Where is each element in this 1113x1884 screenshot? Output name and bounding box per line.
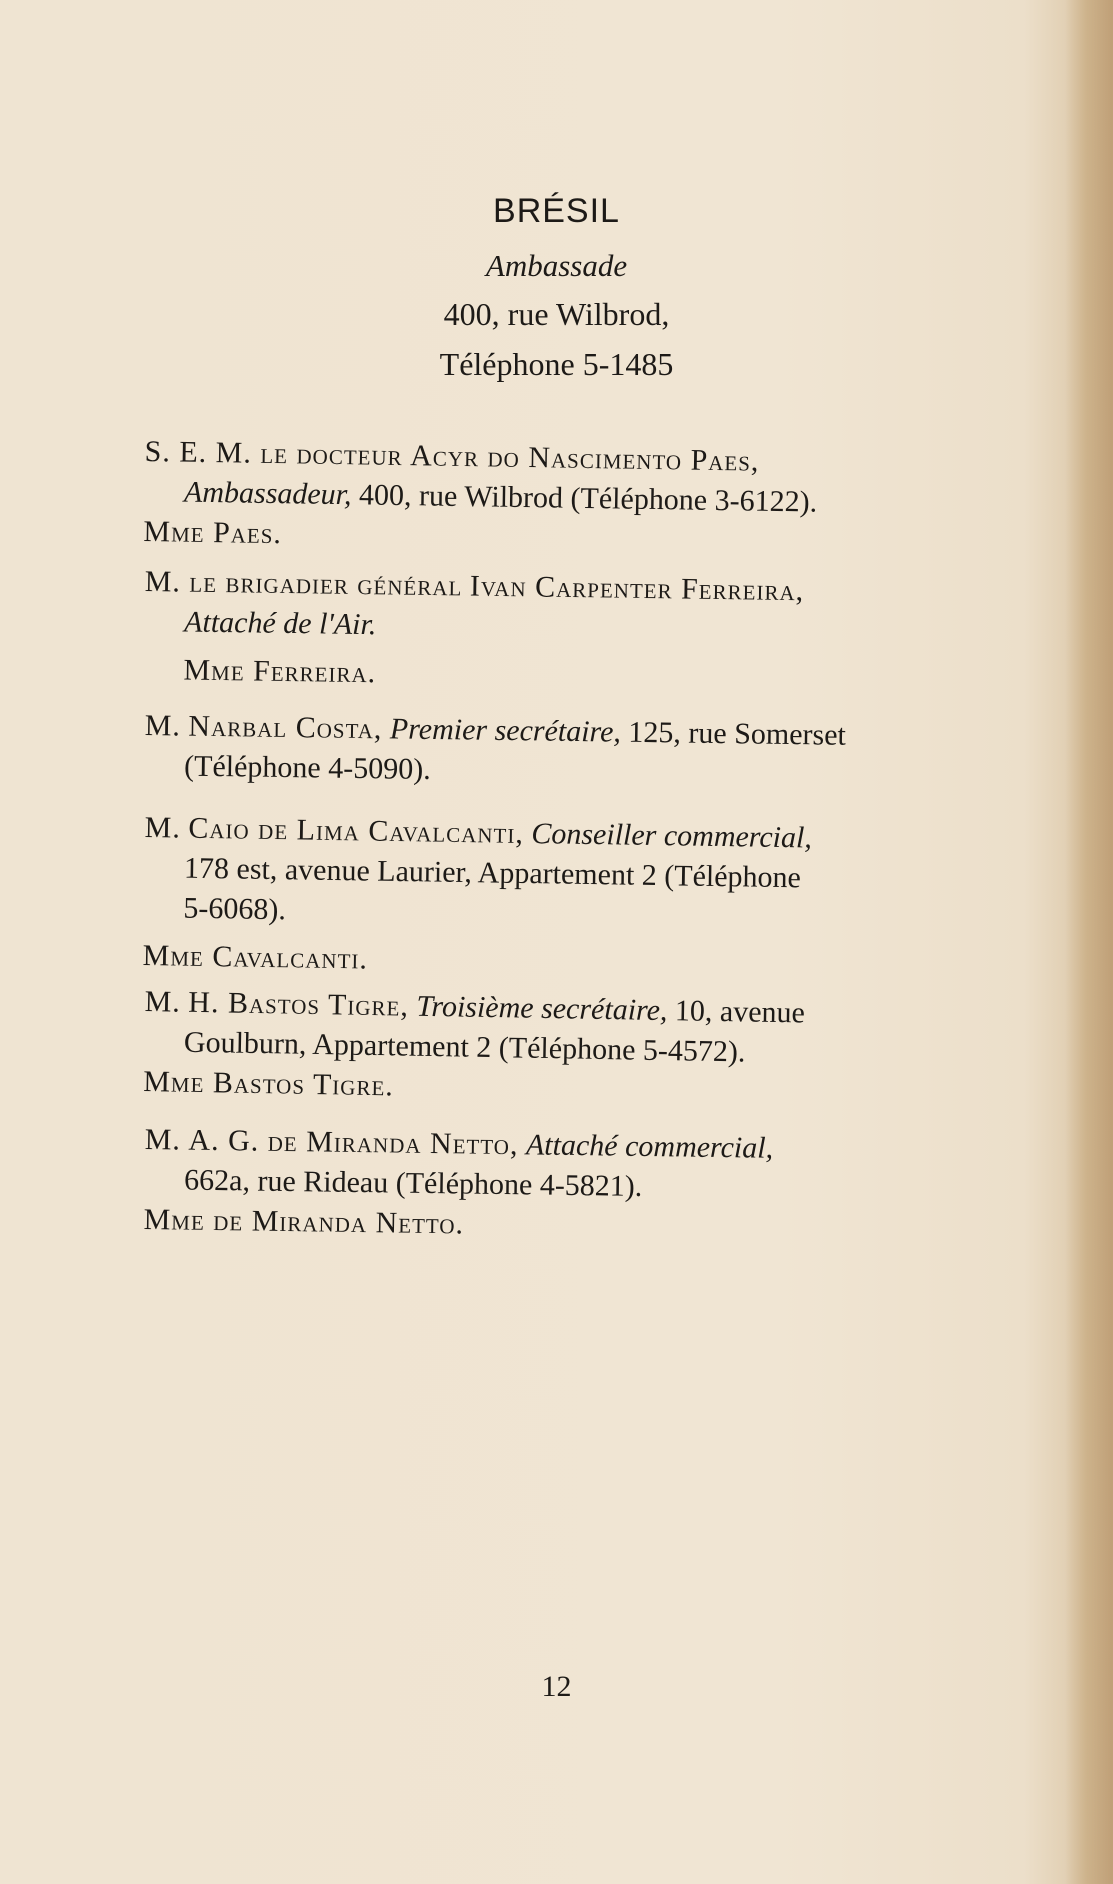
person-name: H. Bastos Tigre,	[188, 985, 410, 1023]
spouse-name: Mme Cavalcanti.	[142, 938, 369, 976]
person-name: Acyr do Nascimento Paes,	[409, 439, 760, 478]
person-details: 10, avenue	[674, 994, 806, 1030]
person-role: Troisième secrétaire,	[416, 989, 668, 1028]
page-number: 12	[541, 1670, 572, 1703]
spouse-name: Mme Bastos Tigre.	[142, 1064, 395, 1103]
spouse-name: Mme de Miranda Netto.	[143, 1202, 465, 1241]
embassy-address: 400, rue Wilbrod,	[443, 296, 670, 332]
entry-air-attache	[143, 562, 1050, 703]
name-prefix: S. E. M. le docteur	[144, 434, 403, 473]
person-details: 5-6068).	[183, 891, 287, 927]
spouse-name: Mme Paes.	[143, 514, 283, 551]
person-details: 178 est, avenue Laurier, Appartement 2 (Téléphone	[183, 851, 802, 895]
entry-commercial-attache	[143, 1120, 1050, 1253]
person-role: Conseiller commercial,	[531, 817, 813, 855]
person-details: (Téléphone 4-5090).	[183, 749, 431, 786]
name-prefix: M. le brigadier général	[144, 564, 463, 603]
entry-line	[143, 650, 1048, 703]
person-name: A. G. de Miranda Netto,	[188, 1123, 519, 1162]
person-name: Narbal Costa,	[188, 709, 383, 746]
person-details: 125, rue Somerset	[628, 715, 847, 752]
person-role: Attaché de l'Air.	[183, 605, 377, 642]
embassy-phone: Téléphone 5-1485	[439, 346, 674, 382]
entry-commercial-counsellor	[142, 808, 1050, 990]
person-name: Ivan Carpenter Ferreira,	[469, 569, 805, 608]
name-prefix: M.	[144, 708, 182, 743]
entry-ambassador	[143, 432, 1050, 566]
person-role: Premier secrétaire,	[389, 712, 622, 749]
person-role: Ambassadeur,	[183, 475, 352, 512]
person-details: 662a, rue Rideau (Téléphone 4-5821).	[183, 1163, 643, 1203]
name-prefix: M.	[144, 984, 182, 1019]
spouse-name: Mme Ferreira.	[183, 653, 377, 690]
person-details: 400, rue Wilbrod (Téléphone 3-6122).	[358, 478, 818, 519]
country-heading: BRÉSIL	[493, 192, 620, 230]
person-role: Attaché commercial,	[525, 1128, 774, 1165]
embassy-subtitle: Ambassade	[485, 248, 628, 283]
person-name: Caio de Lima Cavalcanti,	[188, 811, 525, 850]
entry-first-secretary	[144, 706, 1050, 799]
name-prefix: M.	[144, 1122, 182, 1157]
person-details: Goulburn, Appartement 2 (Téléphone 5-4572).	[183, 1025, 746, 1069]
name-prefix: M.	[144, 810, 182, 845]
entry-third-secretary	[143, 982, 1050, 1118]
entry-line	[142, 936, 1048, 990]
